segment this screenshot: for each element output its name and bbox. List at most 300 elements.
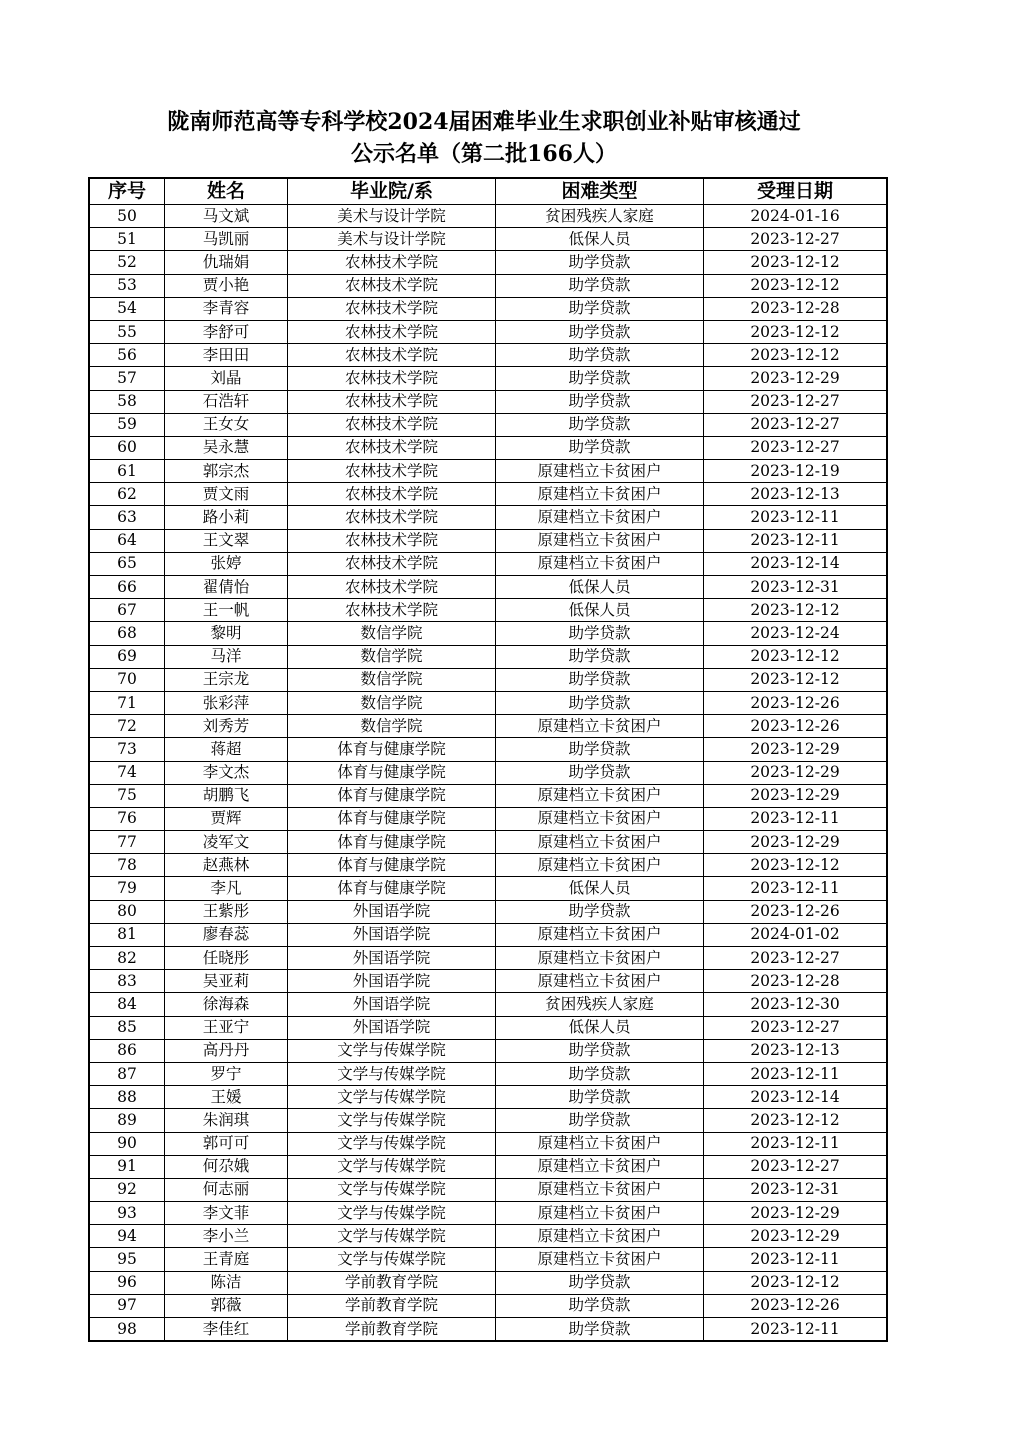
row-date: 2023-12-26 [704, 1294, 888, 1317]
table-row [89, 506, 887, 529]
row-index: 59 [89, 413, 165, 436]
row-department: 农林技术学院 [288, 251, 496, 274]
row-difficulty-type: 助学贷款 [496, 668, 704, 691]
header-name: 姓名 [165, 178, 288, 205]
row-department: 外国语学院 [288, 1016, 496, 1039]
row-index: 79 [89, 877, 165, 900]
header-index: 序号 [89, 178, 165, 205]
row-index: 94 [89, 1225, 165, 1248]
table-body [89, 205, 887, 1342]
row-difficulty-type: 助学贷款 [496, 390, 704, 413]
table-row [89, 877, 887, 900]
table-row [89, 715, 887, 738]
row-difficulty-type: 原建档立卡贫困户 [496, 923, 704, 946]
row-date: 2024-01-16 [704, 205, 888, 228]
row-difficulty-type: 原建档立卡贫困户 [496, 1155, 704, 1178]
row-difficulty-type: 原建档立卡贫困户 [496, 506, 704, 529]
row-index: 86 [89, 1039, 165, 1062]
table-row [89, 205, 887, 228]
row-name: 李青容 [165, 297, 288, 320]
row-department: 农林技术学院 [288, 436, 496, 459]
row-difficulty-type: 原建档立卡贫困户 [496, 1225, 704, 1248]
row-difficulty-type: 助学贷款 [496, 1318, 704, 1342]
row-date: 2023-12-28 [704, 297, 888, 320]
row-index: 64 [89, 529, 165, 552]
row-name: 王媛 [165, 1086, 288, 1109]
row-date: 2023-12-12 [704, 1109, 888, 1132]
table-row [89, 320, 887, 343]
row-department: 体育与健康学院 [288, 738, 496, 761]
row-name: 贾小艳 [165, 274, 288, 297]
row-date: 2023-12-27 [704, 947, 888, 970]
row-index: 63 [89, 506, 165, 529]
row-department: 数信学院 [288, 668, 496, 691]
table-row [89, 1039, 887, 1062]
row-index: 77 [89, 831, 165, 854]
row-difficulty-type: 助学贷款 [496, 344, 704, 367]
row-department: 农林技术学院 [288, 390, 496, 413]
row-department: 文学与传媒学院 [288, 1155, 496, 1178]
row-difficulty-type: 助学贷款 [496, 738, 704, 761]
row-name: 王青庭 [165, 1248, 288, 1271]
row-department: 文学与传媒学院 [288, 1086, 496, 1109]
row-department: 数信学院 [288, 622, 496, 645]
row-name: 罗宁 [165, 1062, 288, 1085]
row-difficulty-type: 助学贷款 [496, 1086, 704, 1109]
row-name: 贾文雨 [165, 483, 288, 506]
row-index: 88 [89, 1086, 165, 1109]
header-date: 受理日期 [704, 178, 888, 205]
row-name: 李文菲 [165, 1202, 288, 1225]
table-row [89, 344, 887, 367]
table-row [89, 367, 887, 390]
row-difficulty-type: 原建档立卡贫困户 [496, 807, 704, 830]
row-date: 2023-12-29 [704, 367, 888, 390]
row-difficulty-type: 助学贷款 [496, 297, 704, 320]
table-row [89, 900, 887, 923]
row-index: 69 [89, 645, 165, 668]
row-department: 农林技术学院 [288, 320, 496, 343]
row-department: 农林技术学院 [288, 460, 496, 483]
table-row [89, 993, 887, 1016]
row-difficulty-type: 助学贷款 [496, 1294, 704, 1317]
row-index: 68 [89, 622, 165, 645]
row-index: 56 [89, 344, 165, 367]
table-row [89, 784, 887, 807]
row-date: 2023-12-12 [704, 668, 888, 691]
row-difficulty-type: 原建档立卡贫困户 [496, 483, 704, 506]
table-row [89, 923, 887, 946]
row-name: 王亚宁 [165, 1016, 288, 1039]
row-name: 马文斌 [165, 205, 288, 228]
row-difficulty-type: 原建档立卡贫困户 [496, 1248, 704, 1271]
row-name: 朱润琪 [165, 1109, 288, 1132]
row-name: 翟倩怡 [165, 576, 288, 599]
row-difficulty-type: 助学贷款 [496, 622, 704, 645]
row-department: 文学与传媒学院 [288, 1062, 496, 1085]
row-department: 美术与设计学院 [288, 228, 496, 251]
row-difficulty-type: 原建档立卡贫困户 [496, 529, 704, 552]
row-difficulty-type: 原建档立卡贫困户 [496, 947, 704, 970]
row-date: 2023-12-26 [704, 691, 888, 714]
row-date: 2023-12-12 [704, 854, 888, 877]
table-row [89, 483, 887, 506]
row-index: 73 [89, 738, 165, 761]
row-date: 2023-12-29 [704, 738, 888, 761]
row-index: 55 [89, 320, 165, 343]
table-row [89, 645, 887, 668]
row-name: 郭宗杰 [165, 460, 288, 483]
title-line-2: 公示名单（第二批166人） [351, 141, 617, 167]
table-row [89, 831, 887, 854]
row-difficulty-type: 原建档立卡贫困户 [496, 831, 704, 854]
row-difficulty-type: 贫困残疾人家庭 [496, 993, 704, 1016]
row-difficulty-type: 助学贷款 [496, 1271, 704, 1294]
row-difficulty-type: 原建档立卡贫困户 [496, 552, 704, 575]
row-department: 学前教育学院 [288, 1271, 496, 1294]
row-difficulty-type: 助学贷款 [496, 413, 704, 436]
row-department: 数信学院 [288, 645, 496, 668]
table-row [89, 413, 887, 436]
row-department: 外国语学院 [288, 970, 496, 993]
row-difficulty-type: 助学贷款 [496, 761, 704, 784]
row-date: 2023-12-14 [704, 552, 888, 575]
row-difficulty-type: 助学贷款 [496, 1109, 704, 1132]
row-name: 李佳红 [165, 1318, 288, 1342]
row-date: 2023-12-13 [704, 483, 888, 506]
table-row [89, 1318, 887, 1342]
table-row [89, 251, 887, 274]
row-date: 2023-12-12 [704, 274, 888, 297]
row-index: 78 [89, 854, 165, 877]
row-department: 学前教育学院 [288, 1294, 496, 1317]
table-row [89, 1155, 887, 1178]
row-index: 66 [89, 576, 165, 599]
row-name: 黎明 [165, 622, 288, 645]
row-date: 2023-12-11 [704, 506, 888, 529]
row-department: 农林技术学院 [288, 413, 496, 436]
row-difficulty-type: 低保人员 [496, 1016, 704, 1039]
row-department: 农林技术学院 [288, 599, 496, 622]
row-date: 2023-12-27 [704, 1016, 888, 1039]
table-row [89, 761, 887, 784]
table-row [89, 552, 887, 575]
row-department: 农林技术学院 [288, 297, 496, 320]
row-department: 数信学院 [288, 691, 496, 714]
table-row [89, 1062, 887, 1085]
document-title [88, 106, 880, 170]
row-difficulty-type: 原建档立卡贫困户 [496, 970, 704, 993]
row-department: 文学与传媒学院 [288, 1109, 496, 1132]
table-row [89, 1086, 887, 1109]
row-date: 2023-12-11 [704, 877, 888, 900]
row-index: 95 [89, 1248, 165, 1271]
row-index: 92 [89, 1178, 165, 1201]
row-department: 农林技术学院 [288, 344, 496, 367]
table-row [89, 390, 887, 413]
table-row [89, 274, 887, 297]
row-difficulty-type: 原建档立卡贫困户 [496, 854, 704, 877]
row-date: 2023-12-29 [704, 1202, 888, 1225]
table-row [89, 1202, 887, 1225]
row-department: 文学与传媒学院 [288, 1248, 496, 1271]
row-difficulty-type: 原建档立卡贫困户 [496, 1178, 704, 1201]
table-row [89, 529, 887, 552]
row-date: 2023-12-27 [704, 1155, 888, 1178]
row-index: 58 [89, 390, 165, 413]
row-difficulty-type: 贫困残疾人家庭 [496, 205, 704, 228]
row-department: 外国语学院 [288, 900, 496, 923]
row-index: 98 [89, 1318, 165, 1342]
row-date: 2023-12-29 [704, 761, 888, 784]
row-difficulty-type: 助学贷款 [496, 274, 704, 297]
row-date: 2023-12-27 [704, 413, 888, 436]
row-name: 仇瑞娟 [165, 251, 288, 274]
row-difficulty-type: 低保人员 [496, 576, 704, 599]
row-department: 体育与健康学院 [288, 784, 496, 807]
row-name: 李舒可 [165, 320, 288, 343]
row-difficulty-type: 低保人员 [496, 228, 704, 251]
row-date: 2023-12-11 [704, 1062, 888, 1085]
row-index: 72 [89, 715, 165, 738]
row-index: 87 [89, 1062, 165, 1085]
row-difficulty-type: 原建档立卡贫困户 [496, 460, 704, 483]
row-name: 凌军文 [165, 831, 288, 854]
row-date: 2023-12-12 [704, 344, 888, 367]
row-index: 67 [89, 599, 165, 622]
row-index: 74 [89, 761, 165, 784]
row-difficulty-type: 原建档立卡贫困户 [496, 1202, 704, 1225]
row-name: 李小兰 [165, 1225, 288, 1248]
row-index: 97 [89, 1294, 165, 1317]
row-date: 2023-12-12 [704, 645, 888, 668]
row-department: 农林技术学院 [288, 576, 496, 599]
row-date: 2023-12-12 [704, 599, 888, 622]
row-name: 郭可可 [165, 1132, 288, 1155]
table-row [89, 460, 887, 483]
row-name: 贾辉 [165, 807, 288, 830]
table-row [89, 738, 887, 761]
row-date: 2023-12-11 [704, 1132, 888, 1155]
row-name: 李文杰 [165, 761, 288, 784]
row-department: 农林技术学院 [288, 552, 496, 575]
row-department: 农林技术学院 [288, 367, 496, 390]
row-name: 路小莉 [165, 506, 288, 529]
row-department: 外国语学院 [288, 923, 496, 946]
row-difficulty-type: 低保人员 [496, 877, 704, 900]
row-date: 2023-12-27 [704, 228, 888, 251]
row-name: 刘秀芳 [165, 715, 288, 738]
row-index: 57 [89, 367, 165, 390]
row-date: 2023-12-12 [704, 320, 888, 343]
row-index: 84 [89, 993, 165, 1016]
row-department: 美术与设计学院 [288, 205, 496, 228]
table-row [89, 599, 887, 622]
row-date: 2023-12-26 [704, 715, 888, 738]
row-department: 外国语学院 [288, 947, 496, 970]
row-name: 王一帆 [165, 599, 288, 622]
table-row [89, 436, 887, 459]
row-name: 王宗龙 [165, 668, 288, 691]
table-row [89, 228, 887, 251]
row-index: 82 [89, 947, 165, 970]
table-header-row [89, 178, 887, 205]
row-index: 70 [89, 668, 165, 691]
row-name: 廖春蕊 [165, 923, 288, 946]
row-index: 54 [89, 297, 165, 320]
table-row [89, 576, 887, 599]
row-department: 体育与健康学院 [288, 854, 496, 877]
row-difficulty-type: 助学贷款 [496, 691, 704, 714]
row-name: 任晓彤 [165, 947, 288, 970]
table-row [89, 1132, 887, 1155]
row-date: 2023-12-31 [704, 576, 888, 599]
header-difficulty-type: 困难类型 [496, 178, 704, 205]
row-name: 蒋超 [165, 738, 288, 761]
table-row [89, 970, 887, 993]
row-department: 农林技术学院 [288, 483, 496, 506]
row-name: 何志丽 [165, 1178, 288, 1201]
table-row [89, 1248, 887, 1271]
row-name: 石浩轩 [165, 390, 288, 413]
row-date: 2023-12-27 [704, 390, 888, 413]
row-department: 农林技术学院 [288, 506, 496, 529]
table-row [89, 691, 887, 714]
row-index: 83 [89, 970, 165, 993]
table-row [89, 1016, 887, 1039]
row-difficulty-type: 助学贷款 [496, 367, 704, 390]
row-date: 2023-12-24 [704, 622, 888, 645]
row-date: 2023-12-29 [704, 831, 888, 854]
row-difficulty-type: 助学贷款 [496, 900, 704, 923]
row-department: 体育与健康学院 [288, 877, 496, 900]
row-date: 2023-12-30 [704, 993, 888, 1016]
row-date: 2023-12-26 [704, 900, 888, 923]
row-date: 2023-12-31 [704, 1178, 888, 1201]
row-date: 2023-12-28 [704, 970, 888, 993]
row-difficulty-type: 助学贷款 [496, 1062, 704, 1085]
row-name: 郭薇 [165, 1294, 288, 1317]
row-department: 文学与传媒学院 [288, 1178, 496, 1201]
recipient-table [88, 177, 888, 1342]
row-difficulty-type: 助学贷款 [496, 320, 704, 343]
row-index: 96 [89, 1271, 165, 1294]
row-name: 马凯丽 [165, 228, 288, 251]
row-index: 50 [89, 205, 165, 228]
row-name: 刘晶 [165, 367, 288, 390]
table-row [89, 1178, 887, 1201]
row-difficulty-type: 助学贷款 [496, 251, 704, 274]
row-name: 吴永慧 [165, 436, 288, 459]
row-index: 52 [89, 251, 165, 274]
row-difficulty-type: 助学贷款 [496, 436, 704, 459]
table-row [89, 622, 887, 645]
row-index: 75 [89, 784, 165, 807]
row-date: 2023-12-11 [704, 1318, 888, 1342]
row-date: 2023-12-11 [704, 1248, 888, 1271]
row-index: 60 [89, 436, 165, 459]
row-difficulty-type: 助学贷款 [496, 1039, 704, 1062]
row-date: 2023-12-12 [704, 251, 888, 274]
row-date: 2023-12-13 [704, 1039, 888, 1062]
table-row [89, 1225, 887, 1248]
row-name: 张彩萍 [165, 691, 288, 714]
row-index: 89 [89, 1109, 165, 1132]
row-date: 2023-12-11 [704, 807, 888, 830]
row-department: 农林技术学院 [288, 274, 496, 297]
row-date: 2023-12-27 [704, 436, 888, 459]
row-index: 53 [89, 274, 165, 297]
row-department: 外国语学院 [288, 993, 496, 1016]
table-row [89, 297, 887, 320]
row-difficulty-type: 原建档立卡贫困户 [496, 715, 704, 738]
row-index: 62 [89, 483, 165, 506]
row-date: 2023-12-29 [704, 1225, 888, 1248]
row-department: 文学与传媒学院 [288, 1039, 496, 1062]
row-index: 80 [89, 900, 165, 923]
table-row [89, 1271, 887, 1294]
row-name: 何尕娥 [165, 1155, 288, 1178]
row-index: 90 [89, 1132, 165, 1155]
row-name: 陈洁 [165, 1271, 288, 1294]
row-name: 赵燕林 [165, 854, 288, 877]
table-row [89, 1109, 887, 1132]
row-name: 王紫彤 [165, 900, 288, 923]
row-department: 体育与健康学院 [288, 761, 496, 784]
table-row [89, 947, 887, 970]
row-department: 学前教育学院 [288, 1318, 496, 1342]
row-index: 61 [89, 460, 165, 483]
table-row [89, 807, 887, 830]
row-name: 马洋 [165, 645, 288, 668]
row-index: 71 [89, 691, 165, 714]
row-name: 李田田 [165, 344, 288, 367]
row-name: 高丹丹 [165, 1039, 288, 1062]
row-department: 农林技术学院 [288, 529, 496, 552]
table-row [89, 1294, 887, 1317]
row-department: 文学与传媒学院 [288, 1225, 496, 1248]
row-department: 文学与传媒学院 [288, 1132, 496, 1155]
title-line-1: 陇南师范高等专科学校2024届困难毕业生求职创业补贴审核通过 [167, 109, 801, 135]
row-name: 吴亚莉 [165, 970, 288, 993]
row-date: 2023-12-11 [704, 529, 888, 552]
row-date: 2023-12-19 [704, 460, 888, 483]
row-date: 2023-12-29 [704, 784, 888, 807]
row-difficulty-type: 助学贷款 [496, 645, 704, 668]
header-department: 毕业院/系 [288, 178, 496, 205]
row-name: 徐海森 [165, 993, 288, 1016]
row-department: 数信学院 [288, 715, 496, 738]
row-department: 文学与传媒学院 [288, 1202, 496, 1225]
row-difficulty-type: 低保人员 [496, 599, 704, 622]
row-name: 李凡 [165, 877, 288, 900]
row-index: 93 [89, 1202, 165, 1225]
row-difficulty-type: 原建档立卡贫困户 [496, 1132, 704, 1155]
row-index: 91 [89, 1155, 165, 1178]
table-row [89, 854, 887, 877]
row-index: 85 [89, 1016, 165, 1039]
row-name: 王女女 [165, 413, 288, 436]
row-date: 2023-12-14 [704, 1086, 888, 1109]
row-index: 81 [89, 923, 165, 946]
row-date: 2023-12-12 [704, 1271, 888, 1294]
row-difficulty-type: 原建档立卡贫困户 [496, 784, 704, 807]
row-index: 51 [89, 228, 165, 251]
row-index: 65 [89, 552, 165, 575]
row-name: 胡鹏飞 [165, 784, 288, 807]
row-department: 体育与健康学院 [288, 807, 496, 830]
table-row [89, 668, 887, 691]
